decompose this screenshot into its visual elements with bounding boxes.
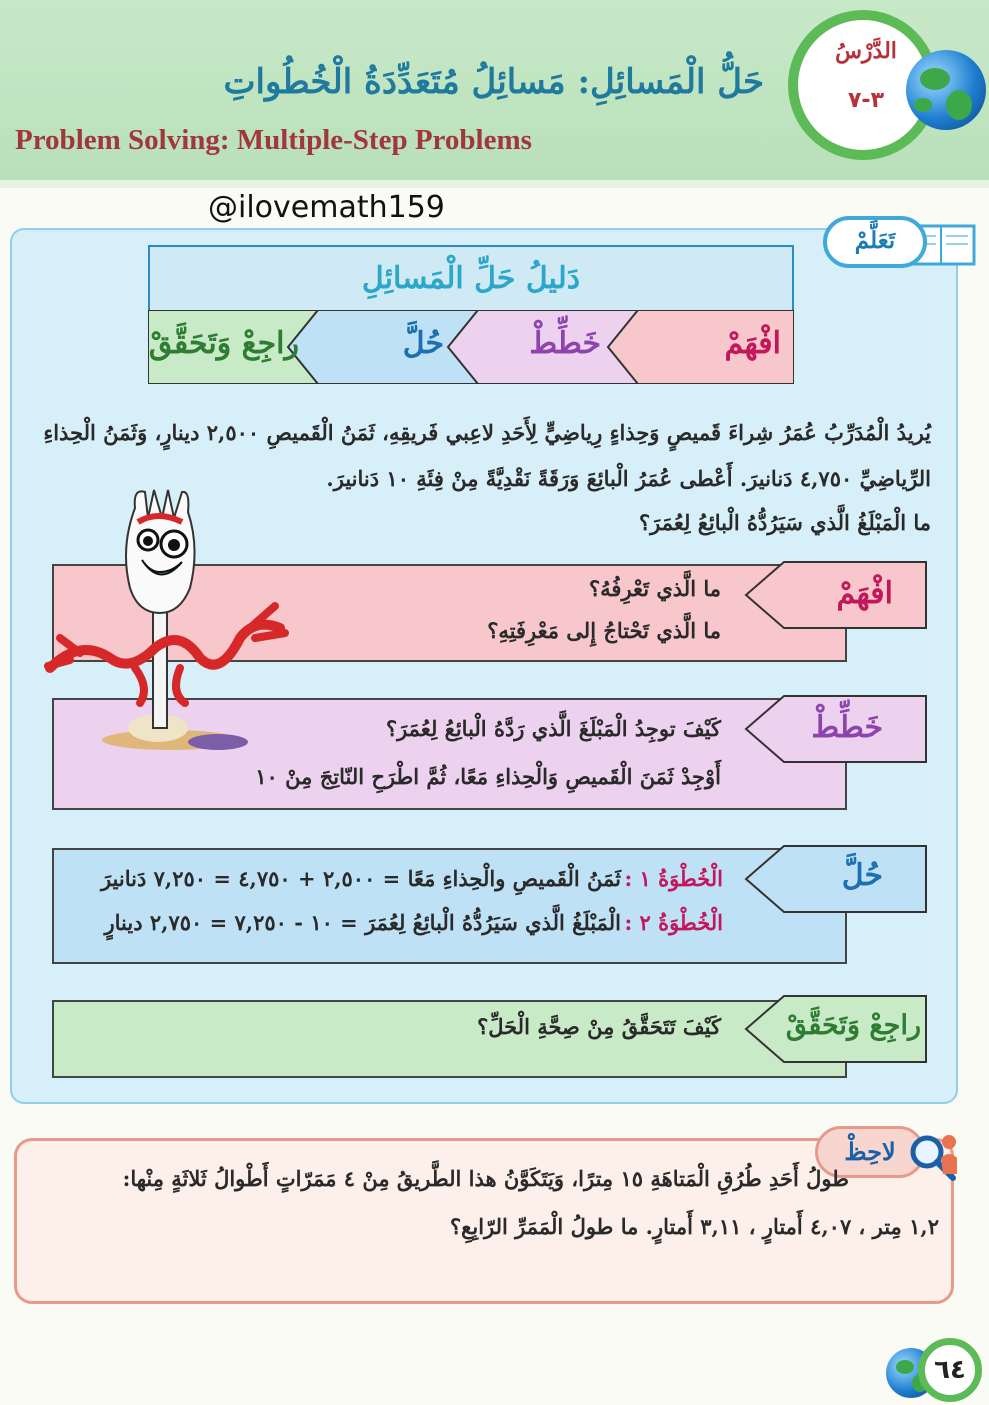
solve-tag [742, 844, 928, 914]
lesson-title-english: Problem Solving: Multiple-Step Problems [15, 124, 532, 156]
note-badge: لاحِظْ [815, 1126, 925, 1178]
lesson-number: ٣-٧ [847, 88, 884, 113]
check-panel [52, 1000, 847, 1078]
solve-label: حُلَّ [841, 858, 883, 893]
globe-icon [906, 50, 986, 130]
problem-line-2: الرِّياضِيِّ ٤,٧٥٠ دَنانيرَ. أَعْطى عُمَرُ الْبائِعَ وَرَقَةً نَقْدِيَّةً مِنْ فِئَةِ ١٠ دَنانيرَ. [326, 466, 931, 491]
forky-character-illustration [40, 488, 300, 768]
step-check: راجِعْ وَتَحَقَّقْ [148, 326, 299, 361]
solve-step1-label: الْخُطْوَةُ ١ : [624, 866, 723, 891]
watermark: @ilovemath159 [208, 190, 445, 225]
understand-question-2: ما الَّذي تَحْتاجُ إِلى مَعْرِفَتِهِ؟ [487, 618, 721, 643]
understand-label: افْهَمْ [836, 576, 893, 611]
lesson-word: الدَّرْسُ [835, 38, 897, 64]
step-plan: خَطِّطْ [529, 326, 601, 361]
note-line-1: طولُ أَحَدِ طُرُقِ الْمَتاهَةِ ١٥ مِترًا، وَيَتَكَوَّنُ هذا الطَّريقُ مِنْ ٤ مَمَرّاتٍ أَطْوالُ ثَلاثَةٍ مِنْها: [122, 1166, 849, 1191]
step-solve: حُلَّ [402, 326, 444, 361]
understand-question-1: ما الَّذي تَعْرِفُهُ؟ [589, 576, 721, 601]
learn-badge: تَعَلَّمْ [823, 216, 927, 268]
step-understand: افْهَمْ [724, 326, 781, 361]
magnifier-icon [905, 1128, 961, 1184]
check-label: راجِعْ وَتَحَقَّقْ [785, 1010, 921, 1041]
understand-tag [742, 560, 928, 630]
plan-strategy: أَوْجِدْ ثَمَنَ الْقَميصِ وَالْحِذاءِ مَعًا، ثُمَّ اطْرَحِ النّاتِجَ مِنْ ١٠ [255, 764, 721, 789]
solve-step1-text: ثَمَنُ الْقَميصِ والْحِذاءِ مَعًا = ٢,٥٠٠ + ٤,٧٥٠ = ٧,٢٥٠ دَنانيرَ [100, 866, 621, 891]
problem-line-1: يُريدُ الْمُدَرِّبُ عُمَرُ شِراءَ قَميصٍ وَحِذاءٍ رِياضِيٍّ لِأَحَدِ لاعِبي فَريقِهِ، ثَمَنُ الْقَميصِ ٢,٥٠٠ دينارٍ، وَثَمَنُ الْحِذاءِ [43, 420, 931, 445]
solve-step2-label: الْخُطْوَةُ ٢ : [624, 910, 723, 935]
problem-line-3: ما الْمَبْلَغُ الَّذي سَيَرُدُّهُ الْبائِعُ لِعُمَرَ؟ [638, 510, 931, 535]
plan-label: خَطِّطْ [811, 710, 883, 745]
header-strip [0, 180, 989, 188]
page-number: ٦٤ [918, 1338, 982, 1402]
problem-solving-guide-title: دَليلُ حَلِّ الْمَسائِلِ [148, 245, 794, 313]
note-line-2: ١,٢ مِتر ، ٤,٠٧ أَمتارٍ ، ٣,١١ أَمتارٍ. ما طولُ الْمَمَرِّ الرّابِعِ؟ [450, 1214, 939, 1239]
check-question: كَيْفَ تَتَحَقَّقُ مِنْ صِحَّةِ الْحَلِّ؟ [477, 1014, 721, 1039]
lesson-title-arabic: حَلُّ الْمَسائِلِ: مَسائِلُ مُتَعَدِّدَةُ الْخُطُواتِ [223, 62, 764, 102]
plan-question: كَيْفَ توجِدُ الْمَبْلَغَ الَّذي رَدَّهُ الْبائِعُ لِعُمَرَ؟ [385, 716, 721, 741]
solve-step2-text: الْمَبْلَغُ الَّذي سَيَرُدُّهُ الْبائِعُ لِعُمَرَ = ١٠ - ٧,٢٥٠ = ٢,٧٥٠ دينارٍ [104, 910, 621, 935]
